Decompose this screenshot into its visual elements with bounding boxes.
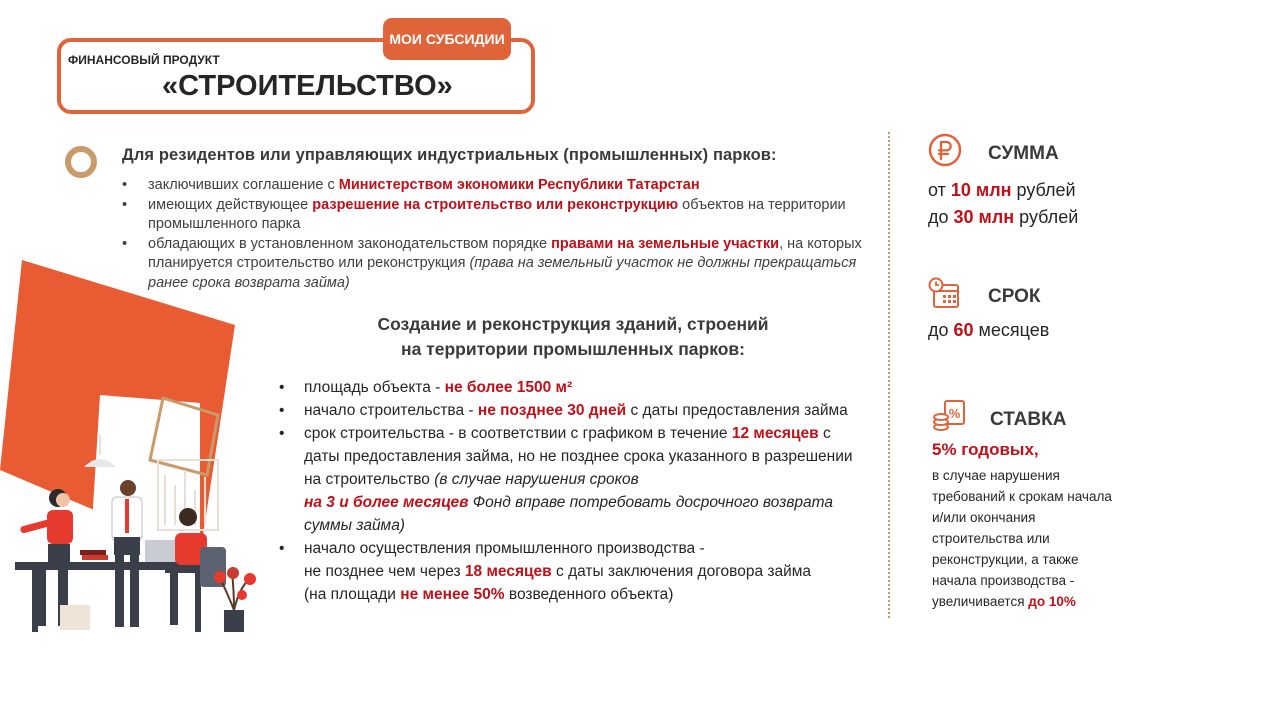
list-item: • заключивших соглашение с Министерством экономики Республики Татарстан: [122, 176, 872, 196]
list-item: • срок строительства - в соответствии с графиком в течение 12 месяцев с даты предоставления займа, но не позднее срока указанного в разрешении на строительство (в случае нарушения сроков на 3 и более месяцев Фонд вправе потребовать досрочного возврата суммы займа): [279, 422, 869, 537]
list-item: • обладающих в установленном законодательством порядке правами на земельные участки, на которых планируется строительство или реконструкция (права на земельный участок не должны прекращаться ранее срока возврата займа): [122, 235, 872, 294]
section-badge: МОИ СУБСИДИИ: [383, 18, 511, 60]
list-item: • имеющих действующее разрешение на строительство или реконструкцию объектов на территории промышленного парка: [122, 196, 872, 235]
eligibility-heading: Для резидентов или управляющих индустриальных (промышленных) парков:: [122, 146, 777, 164]
coins-percent-icon: [932, 398, 966, 432]
column-divider: [888, 132, 890, 618]
list-item: • площадь объекта - не более 1500 м²: [279, 376, 869, 399]
ruble-icon: [928, 133, 962, 167]
rate-note: в случае нарушения требований к срокам начала и/или окончания строительства или реконструкции, а также начала производства - увеличивается до 10%: [932, 468, 1112, 609]
office-illustration: [0, 255, 270, 635]
rate-value: 5% годовых,: [932, 440, 1039, 459]
svg-text:%: %: [948, 406, 961, 421]
term-heading: СРОК: [988, 286, 1041, 307]
sum-heading: СУММА: [988, 143, 1059, 164]
sum-values: от 10 млн рублей до 30 млн рублей: [928, 180, 1079, 227]
term-value: до 60 месяцев: [928, 320, 1050, 340]
ring-bullet-icon: [65, 146, 97, 178]
list-item: • начало строительства - не позднее 30 дней с даты предоставления займа: [279, 399, 869, 422]
list-item: • начало осуществления промышленного производства - не позднее чем через 18 месяцев с даты заключения договора займа (на площади не менее 50% возведенного объекта): [279, 537, 869, 606]
rate-heading: СТАВКА: [990, 409, 1067, 430]
calendar-clock-icon: [928, 277, 962, 311]
product-label: ФИНАНСОВЫЙ ПРОДУКТ: [68, 53, 220, 67]
page-title: «СТРОИТЕЛЬСТВО»: [162, 70, 453, 102]
conditions-heading: Создание и реконструкция зданий, строений на территории промышленных парков:: [377, 314, 769, 359]
conditions-list: [279, 376, 869, 606]
